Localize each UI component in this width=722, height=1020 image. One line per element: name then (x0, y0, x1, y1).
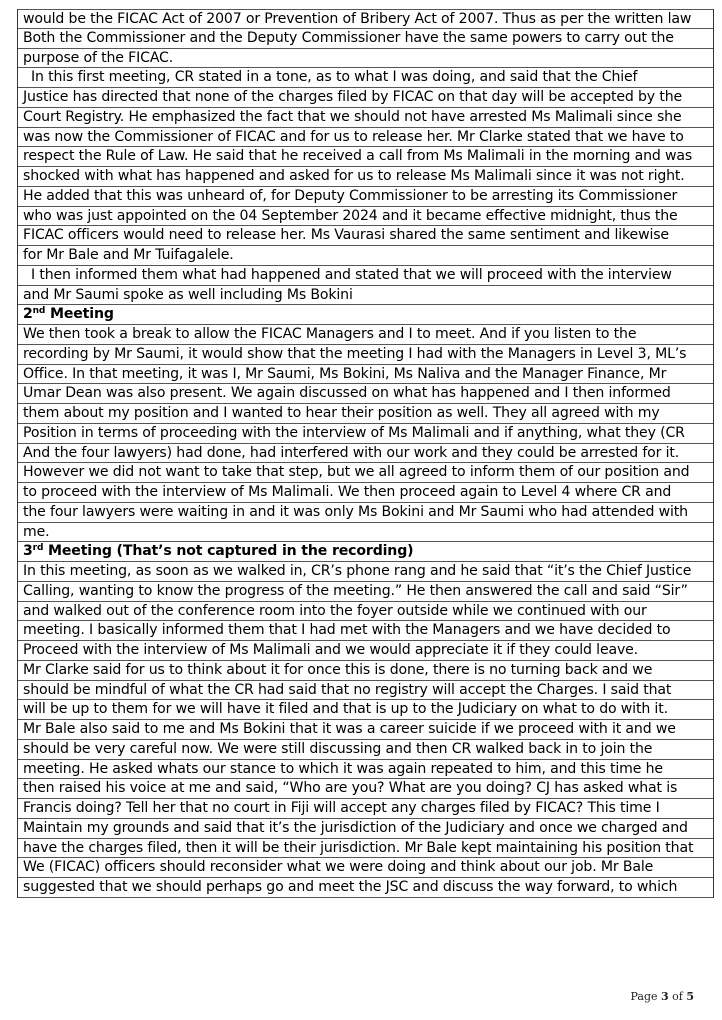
text-line: who was just appointed on the 04 September 2024 and it became effective midnight, thus the (18, 207, 713, 227)
text-line: He added that this was unheard of, for Deputy Commissioner to be arresting its Commissioner (18, 187, 713, 207)
text-line: In this first meeting, CR stated in a tone, as to what I was doing, and said that the Chief (18, 68, 713, 88)
section-heading-3rd-meeting (18, 542, 713, 562)
text-line: meeting. He asked whats our stance to which it was again repeated to him, and this time he (18, 760, 713, 780)
text-line: Court Registry. He emphasized the fact that we should not have arrested Ms Malimali since she (18, 108, 713, 128)
text-line: Umar Dean was also present. We again discussed on what has happened and I then informed (18, 384, 713, 404)
text-line: then raised his voice at me and said, “Who are you? What are you doing? CJ has asked what is (18, 779, 713, 799)
text-line: me. (18, 523, 713, 543)
text-line: would be the FICAC Act of 2007 or Prevention of Bribery Act of 2007. Thus as per the written law (18, 9, 713, 29)
text-line: the four lawyers were waiting in and it was only Ms Bokini and Mr Saumi who had attended with (18, 503, 713, 523)
text-line: to proceed with the interview of Ms Malimali. We then proceed again to Level 4 where CR and (18, 483, 713, 503)
text-line: meeting. I basically informed them that I had met with the Managers and we have decided to (18, 621, 713, 641)
document-body (17, 9, 714, 898)
text-line: respect the Rule of Law. He said that he received a call from Ms Malimali in the morning and was (18, 147, 713, 167)
heading-ordinal-suffix: rd (32, 543, 44, 554)
page-label: Page (630, 990, 661, 1003)
text-line: In this meeting, as soon as we walked in, CR’s phone rang and he said that “it’s the Chief Justice (18, 562, 713, 582)
text-line: Proceed with the interview of Ms Malimali and we would appreciate it if they could leave. (18, 641, 713, 661)
text-line: We then took a break to allow the FICAC Managers and I to meet. And if you listen to the (18, 325, 713, 345)
text-line: suggested that we should perhaps go and meet the JSC and discuss the way forward, to which (18, 878, 713, 898)
heading-number: 2 (23, 306, 33, 323)
text-line: Mr Bale also said to me and Ms Bokini that it was a career suicide if we proceed with it and we (18, 720, 713, 740)
heading-text: Meeting (That’s not captured in the recording) (43, 543, 414, 560)
page-of-label: of (668, 990, 687, 1003)
text-line: And the four lawyers) had done, had interfered with our work and they could be arrested for it. (18, 444, 713, 464)
text-line: should be mindful of what the CR had said that no registry will accept the Charges. I said that (18, 681, 713, 701)
text-line: shocked with what has happened and asked for us to release Ms Malimali since it was not right. (18, 167, 713, 187)
text-line: Justice has directed that none of the charges filed by FICAC on that day will be accepted by the (18, 88, 713, 108)
text-line: Position in terms of proceeding with the interview of Ms Malimali and if anything, what they (CR (18, 424, 713, 444)
text-line: recording by Mr Saumi, it would show that the meeting I had with the Managers in Level 3, ML’s (18, 345, 713, 365)
text-line: and Mr Saumi spoke as well including Ms Bokini (18, 286, 713, 306)
text-line: Both the Commissioner and the Deputy Commissioner have the same powers to carry out the (18, 29, 713, 49)
text-line: was now the Commissioner of FICAC and for us to release her. Mr Clarke stated that we have to (18, 128, 713, 148)
heading-text: Meeting (45, 306, 114, 323)
page-number (630, 990, 694, 1003)
text-line: for Mr Bale and Mr Tuifagalele. (18, 246, 713, 266)
text-line: purpose of the FICAC. (18, 49, 713, 69)
text-line: FICAC officers would need to release her. Ms Vaurasi shared the same sentiment and likewise (18, 226, 713, 246)
heading-ordinal-suffix: nd (32, 306, 46, 317)
text-line: and walked out of the conference room into the foyer outside while we continued with our (18, 602, 713, 622)
text-line: have the charges filed, then it will be their jurisdiction. Mr Bale kept maintaining his position that (18, 839, 713, 859)
text-line: Mr Clarke said for us to think about it for once this is done, there is no turning back and we (18, 661, 713, 681)
section-heading-2nd-meeting (18, 305, 713, 325)
text-line: will be up to them for we will have it filed and that is up to the Judiciary on what to do with it. (18, 700, 713, 720)
text-line: them about my position and I wanted to hear their position as well. They all agreed with my (18, 404, 713, 424)
text-line: I then informed them what had happened and stated that we will proceed with the interview (18, 266, 713, 286)
text-line: Office. In that meeting, it was I, Mr Saumi, Ms Bokini, Ms Naliva and the Manager Finance, Mr (18, 365, 713, 385)
text-line: Calling, wanting to know the progress of the meeting.” He then answered the call and said “Sir” (18, 582, 713, 602)
text-line: Francis doing? Tell her that no court in Fiji will accept any charges filed by FICAC? This time I (18, 799, 713, 819)
text-line: We (FICAC) officers should reconsider what we were doing and think about our job. Mr Bale (18, 858, 713, 878)
page-current: 3 (661, 990, 669, 1003)
page-total: 5 (686, 990, 694, 1003)
text-line: should be very careful now. We were still discussing and then CR walked back in to join the (18, 740, 713, 760)
heading-number: 3 (23, 543, 33, 560)
text-line: Maintain my grounds and said that it’s the jurisdiction of the Judiciary and once we charged and (18, 819, 713, 839)
text-line: However we did not want to take that step, but we all agreed to inform them of our position and (18, 463, 713, 483)
